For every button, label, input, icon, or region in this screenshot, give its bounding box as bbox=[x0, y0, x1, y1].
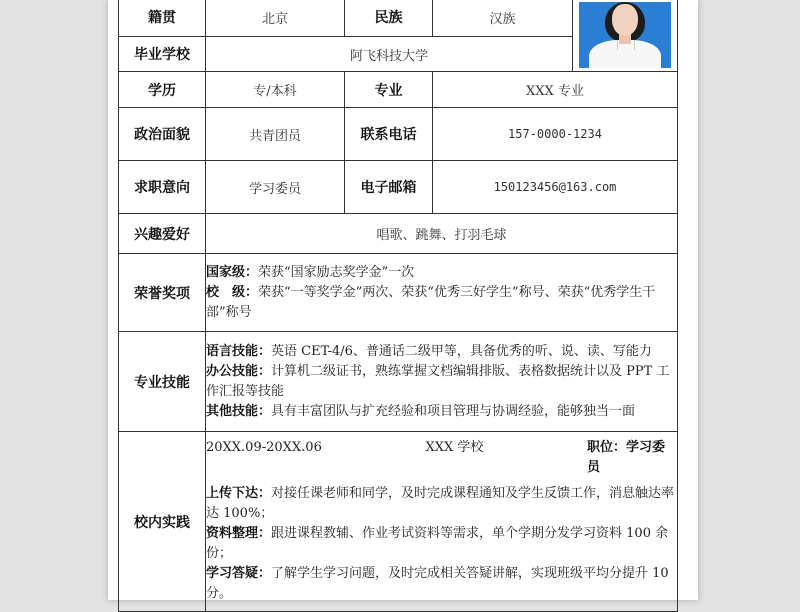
skills-content bbox=[206, 332, 678, 432]
photo-cell bbox=[573, 0, 678, 72]
label-edu: 学历 bbox=[119, 72, 206, 108]
practice-line: 学习答疑：了解学生学习问题，及时完成相关答疑讲解，实现班级平均分提升 10 分。 bbox=[206, 566, 669, 601]
value-intent: 学习委员 bbox=[206, 161, 345, 214]
profile-photo bbox=[579, 2, 671, 68]
label-honors: 荣誉奖项 bbox=[119, 254, 206, 332]
label-jiguan: 籍贯 bbox=[119, 0, 206, 37]
practice-line: 上传下达：对接任课老师和同学，及时完成课程通知及学生反馈工作，消息触达率达 100%； bbox=[206, 486, 675, 521]
label-phone: 联系电话 bbox=[345, 108, 433, 161]
value-jiguan: 北京 bbox=[206, 0, 345, 37]
skill-line: 语言技能：英语 CET-4/6、普通话二级甲等，具备优秀的听、说、读、写能力 bbox=[206, 343, 652, 359]
honor-line: 国家级：荣获“国家励志奖学金”一次 bbox=[206, 264, 415, 280]
label-school: 毕业学校 bbox=[119, 37, 206, 72]
label-practice: 校内实践 bbox=[119, 432, 206, 612]
label-minzu: 民族 bbox=[345, 0, 433, 37]
label-major: 专业 bbox=[345, 72, 433, 108]
skill-line: 其他技能：具有丰富团队与扩充经验和项目管理与协调经验，能够独当一面 bbox=[206, 403, 636, 419]
honor-line: 校 级：荣获“一等奖学金”两次、荣获“优秀三好学生”称号、荣获“优秀学生干部”称号 bbox=[206, 284, 656, 320]
practice-role: 职位：学习委员 bbox=[586, 440, 665, 475]
label-email: 电子邮箱 bbox=[345, 161, 433, 214]
practice-period: 20XX.09-20XX.06 bbox=[206, 440, 322, 455]
value-email: 150123456@163.com bbox=[433, 161, 678, 214]
label-hobby: 兴趣爱好 bbox=[119, 214, 206, 254]
label-intent: 求职意向 bbox=[119, 161, 206, 214]
value-hobby: 唱歌、跳舞、打羽毛球 bbox=[206, 214, 678, 254]
practice-content bbox=[206, 432, 678, 612]
skill-line: 办公技能：计算机二级证书，熟练掌握文档编辑排版、表格数据统计以及 PPT 工作汇报等技能 bbox=[206, 363, 670, 399]
practice-line: 资料整理：跟进课程教辅、作业考试资料等需求，单个学期分发学习资料 100 余份； bbox=[206, 526, 669, 561]
label-politics: 政治面貌 bbox=[119, 108, 206, 161]
value-politics: 共青团员 bbox=[206, 108, 345, 161]
resume-page bbox=[108, 0, 698, 600]
resume-table bbox=[118, 0, 678, 612]
practice-school: XXX 学校 bbox=[425, 440, 484, 455]
honors-content bbox=[206, 254, 678, 332]
practice-header bbox=[206, 438, 677, 478]
value-major: XXX 专业 bbox=[433, 72, 678, 108]
value-edu: 专/本科 bbox=[206, 72, 345, 108]
label-skills: 专业技能 bbox=[119, 332, 206, 432]
value-phone: 157-0000-1234 bbox=[433, 108, 678, 161]
value-school: 阿飞科技大学 bbox=[206, 37, 573, 72]
value-minzu: 汉族 bbox=[433, 0, 573, 37]
